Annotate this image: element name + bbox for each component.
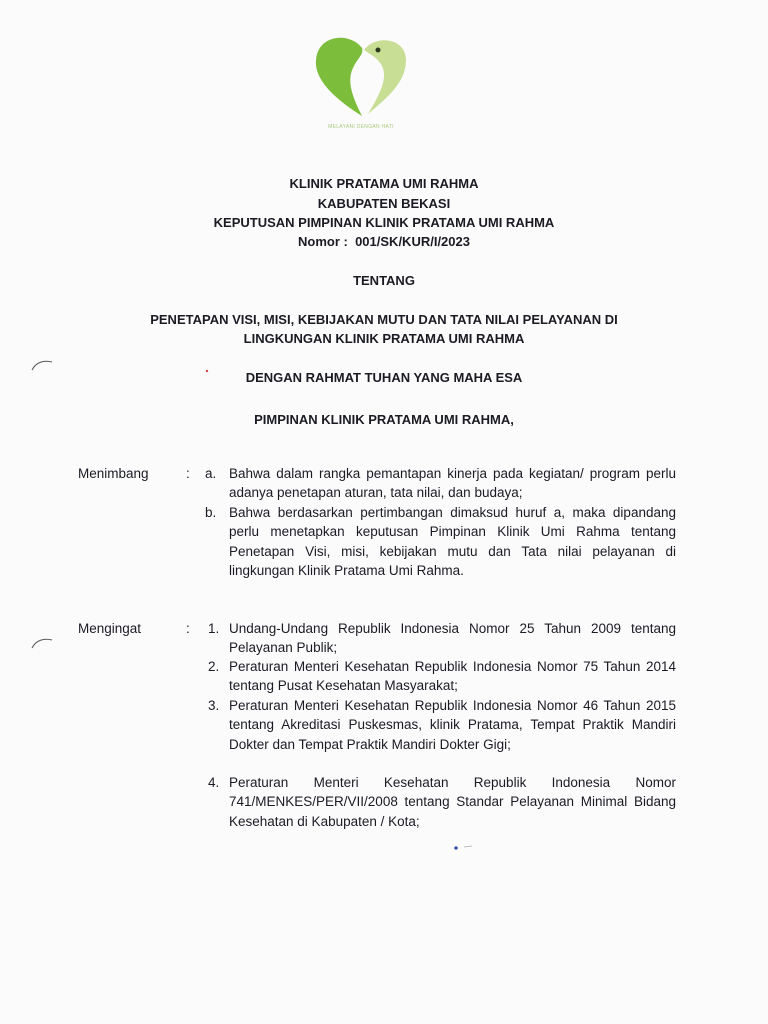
scan-mark: [452, 842, 482, 854]
decree-number: [0, 234, 768, 249]
issuer-heading: PIMPINAN KLINIK PRATAMA UMI RAHMA,: [254, 412, 514, 427]
scan-mark: [204, 368, 210, 374]
mengingat-label: Mengingat: [78, 621, 142, 636]
regency-name: KABUPATEN BEKASI: [317, 196, 451, 211]
subject-line-2: LINGKUNGAN KLINIK PRATAMA UMI RAHMA: [243, 331, 525, 346]
leaf-heart-logo-icon: [306, 30, 416, 130]
mengingat-colon: :: [186, 621, 190, 636]
list-item: Undang-Undang Republik Indonesia Nomor 25 Tahun 2009 tentang Pelayanan Publik;: [229, 621, 676, 656]
list-marker: 4.: [208, 775, 220, 790]
subject-line-1: PENETAPAN VISI, MISI, KEBIJAKAN MUTU DAN TATA NILAI PELAYANAN DI: [150, 312, 618, 327]
menimbang-label: Menimbang: [78, 466, 149, 481]
list-item: Bahwa dalam rangka pemantapan kinerja pada kegiatan/ program perlu adanya penetapan aturan, tata nilai, dan budaya;: [229, 466, 676, 501]
scan-mark: [30, 358, 54, 372]
scan-mark: [30, 636, 54, 650]
logo-tagline: MELAYANI DENGAN HATI: [328, 124, 394, 130]
list-marker: 3.: [208, 698, 220, 713]
tentang-heading: TENTANG: [353, 273, 415, 288]
list-marker: b.: [205, 505, 217, 520]
list-item: Peraturan Menteri Kesehatan Republik Indonesia Nomor 75 Tahun 2014 tentang Pusat Kesehatan Masyarakat;: [229, 659, 676, 694]
list-item: Peraturan Menteri Kesehatan Republik Indonesia Nomor 741/MENKES/PER/VII/2008 tentang Standar Pelayanan Minimal Bidang Kesehatan di Kabupaten / Kota;: [229, 775, 676, 829]
list-marker: a.: [205, 466, 217, 481]
clinic-name: KLINIK PRATAMA UMI RAHMA: [289, 176, 479, 191]
list-item: Peraturan Menteri Kesehatan Republik Indonesia Nomor 46 Tahun 2015 tentang Akreditasi Puskesmas, klinik Pratama, Tempat Praktik Mandiri Dokter dan Tempat Praktik Mandiri Dokter Gigi;: [229, 698, 676, 752]
decree-title: KEPUTUSAN PIMPINAN KLINIK PRATAMA UMI RAHMA: [213, 215, 555, 230]
decree-number-label: Nomor :: [298, 234, 348, 249]
list-item: Bahwa berdasarkan pertimbangan dimaksud huruf a, maka dipandang perlu menetapkan keputusan Pimpinan Klinik Umi Rahma tentang Penetapan Visi, misi, kebijakan mutu dan Tata nilai pelayanan di lingkungan Klinik Pratama Umi Rahma.: [229, 505, 676, 579]
decree-number-value: 001/SK/KUR/I/2023: [355, 234, 470, 249]
menimbang-colon: :: [186, 466, 190, 481]
list-marker: 1.: [208, 621, 220, 636]
list-marker: 2.: [208, 659, 220, 674]
invocation: DENGAN RAHMAT TUHAN YANG MAHA ESA: [245, 370, 523, 385]
